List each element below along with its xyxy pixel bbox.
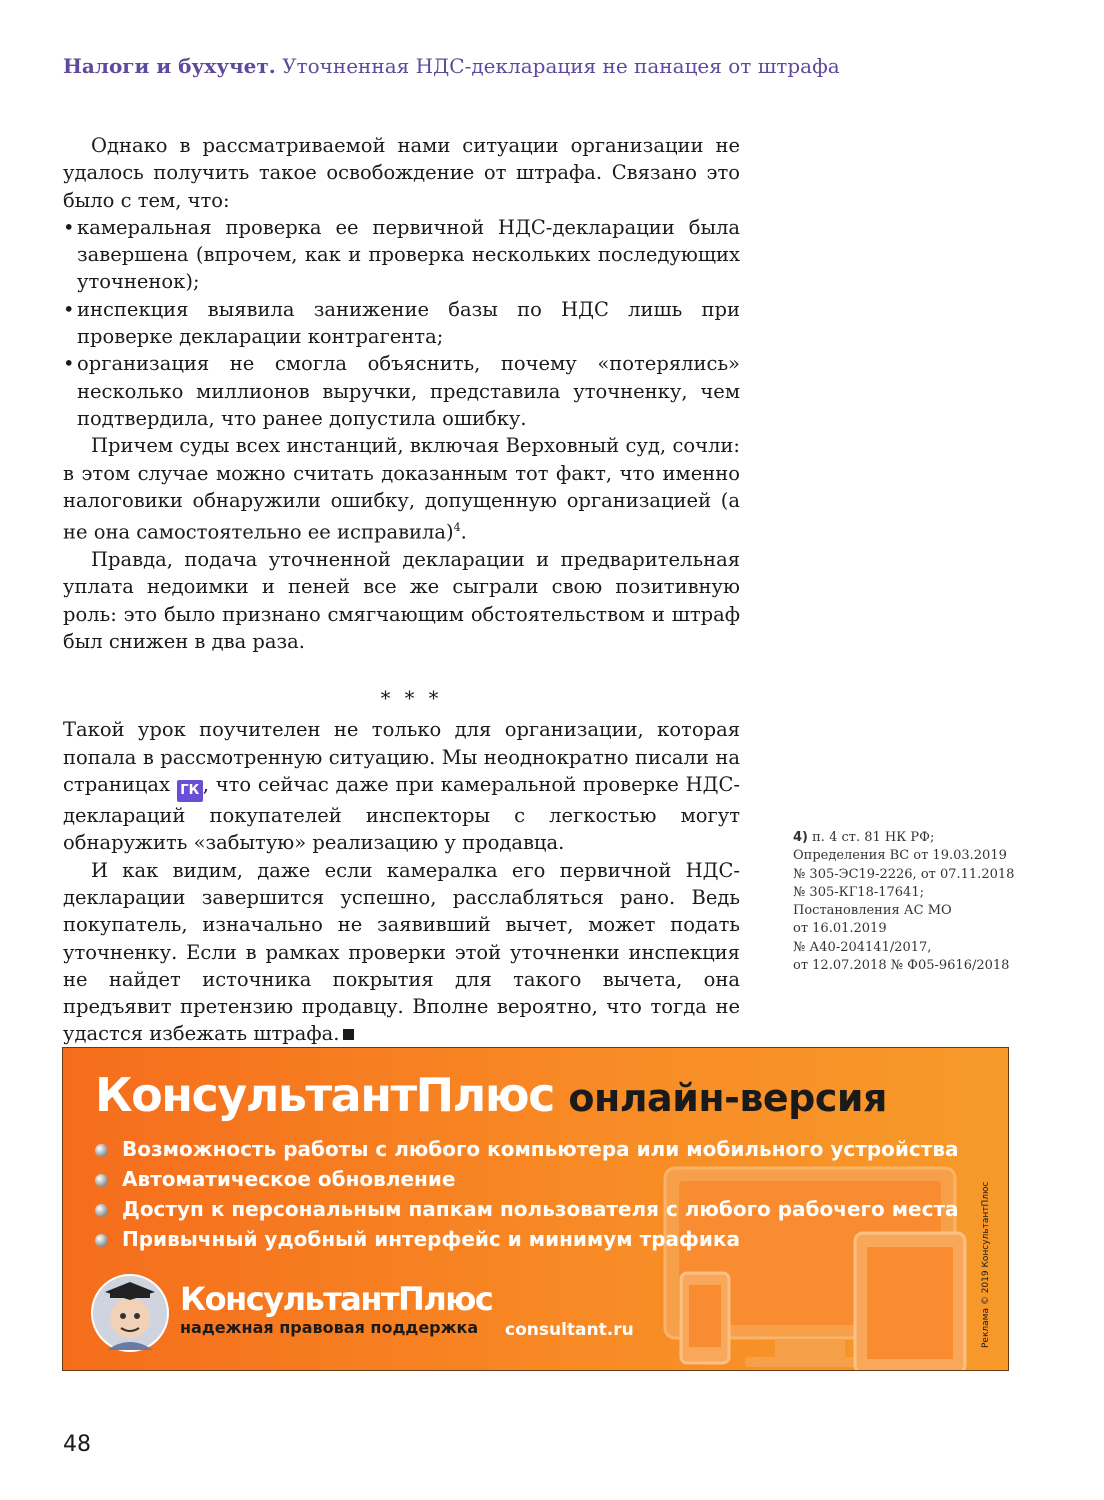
footnote-line: Постановления АС МО xyxy=(793,903,952,919)
paragraph-5: И как видим, даже если камералка его первичной НДС-декларации завершится успешно, расслабляться рано. Ведь покупатель, изначально не заявивший вычет, может подать уточненку. Если в рамках проверки этой уточненки инспекция не найдет источника покрытия для такого вычета, она предъявит претензию продавцу. Вполне вероятно, что тогда не удастся избежать штрафа. xyxy=(63,858,740,1046)
paragraph-1: Однако в рассматриваемой нами ситуации организации не удалось получить такое освобождение от штрафа. Связано это было с тем, что: xyxy=(63,134,740,212)
paragraph-2: Причем суды всех инстанций, включая Верховный суд, сочли: в этом случае можно считать доказанным тот факт, что именно налоговики обнаружили ошибку, допущенную организацией (а не она самостоятельно ее исправила)$^4$. xyxy=(63,434,740,544)
bullet-list xyxy=(63,214,740,432)
article-body xyxy=(63,132,740,1048)
bullet-ball-icon xyxy=(95,1174,108,1187)
bullet-ball-icon xyxy=(95,1204,108,1217)
bullet-icon: • xyxy=(63,352,75,376)
advertisement-banner[interactable] xyxy=(62,1047,1009,1371)
list-item: • камеральная проверка ее первичной НДС-декларации была завершена (впрочем, как и проверка нескольких последующих уточненок); xyxy=(63,215,740,294)
list-item: • инспекция выявила занижение базы по НДС лишь при проверке декларации контрагента; xyxy=(63,297,740,349)
end-mark-icon xyxy=(343,1029,354,1040)
bullet-ball-icon xyxy=(95,1234,108,1247)
ad-legal-note: Реклама © 2019 КонсультантПлюс xyxy=(981,1181,991,1348)
footnote-line: № А40-204141/2017, xyxy=(793,939,932,955)
gk-logo-icon: ГК xyxy=(177,780,203,802)
list-item: Доступ к персональным папкам пользователя с любого рабочего места xyxy=(95,1194,959,1224)
ad-logo-text: КонсультантПлюс xyxy=(180,1280,493,1318)
list-item: Привычный удобный интерфейс и минимум трафика xyxy=(95,1224,959,1254)
running-header xyxy=(63,54,840,78)
header-title: Уточненная НДС-декларация не панацея от штрафа xyxy=(282,54,840,78)
footnote-line: от 12.07.2018 № Ф05-9616/2018 xyxy=(793,958,1010,974)
ad-subtitle: онлайн-версия xyxy=(568,1076,887,1120)
footnote-line: Определения ВС от 19.03.2019 xyxy=(793,848,1007,864)
ad-site-link[interactable]: consultant.ru xyxy=(505,1320,634,1340)
header-section: Налоги и бухучет. xyxy=(63,54,276,78)
footnote-line: от 16.01.2019 xyxy=(793,921,887,937)
ad-title xyxy=(95,1068,887,1122)
footnote-line: № 305-КГ18-17641; xyxy=(793,884,924,900)
list-item: • организация не смогла объяснить, почему «потерялись» несколько миллионов выручки, представила уточненку, чем подтвердила, что ранее допустила ошибку. xyxy=(63,352,740,430)
ad-tagline: надежная правовая поддержка xyxy=(180,1318,479,1337)
paragraph-3: Правда, подача уточненной декларации и предварительная уплата недоимки и пеней все же сыграли свою позитивную роль: это было признано смягчающим обстоятельством и штраф был снижен в два раза. xyxy=(63,547,740,653)
list-item: Автоматическое обновление xyxy=(95,1164,959,1194)
mascot-professor-icon xyxy=(91,1274,169,1352)
footnote xyxy=(793,829,1023,975)
footnote-ref[interactable]: 4 xyxy=(453,521,461,535)
section-separator: * * * xyxy=(380,687,443,711)
bullet-ball-icon xyxy=(95,1144,108,1157)
page-number: 48 xyxy=(63,1432,91,1457)
footnote-number: 4) xyxy=(793,830,808,845)
paragraph-4: Такой урок поучителен не только для организации, которая попала в рассмотренную ситуацию. Мы неоднократно писали на страницах ГК , что сейчас даже при камеральной проверке НДС-деклараций покупателей инспекторы с легкостью могут обнаружить «забытую» реализацию у продавца. xyxy=(63,718,740,855)
footnote-line: № 305-ЭС19-2226, от 07.11.2018 xyxy=(793,866,1015,882)
ad-brand: КонсультантПлюс xyxy=(95,1068,554,1122)
bullet-icon: • xyxy=(63,297,75,321)
ad-features xyxy=(95,1134,959,1254)
bullet-icon: • xyxy=(63,215,75,239)
list-item: Возможность работы с любого компьютера или мобильного устройства xyxy=(95,1134,959,1164)
footnote-line: п. 4 ст. 81 НК РФ; xyxy=(812,830,935,845)
